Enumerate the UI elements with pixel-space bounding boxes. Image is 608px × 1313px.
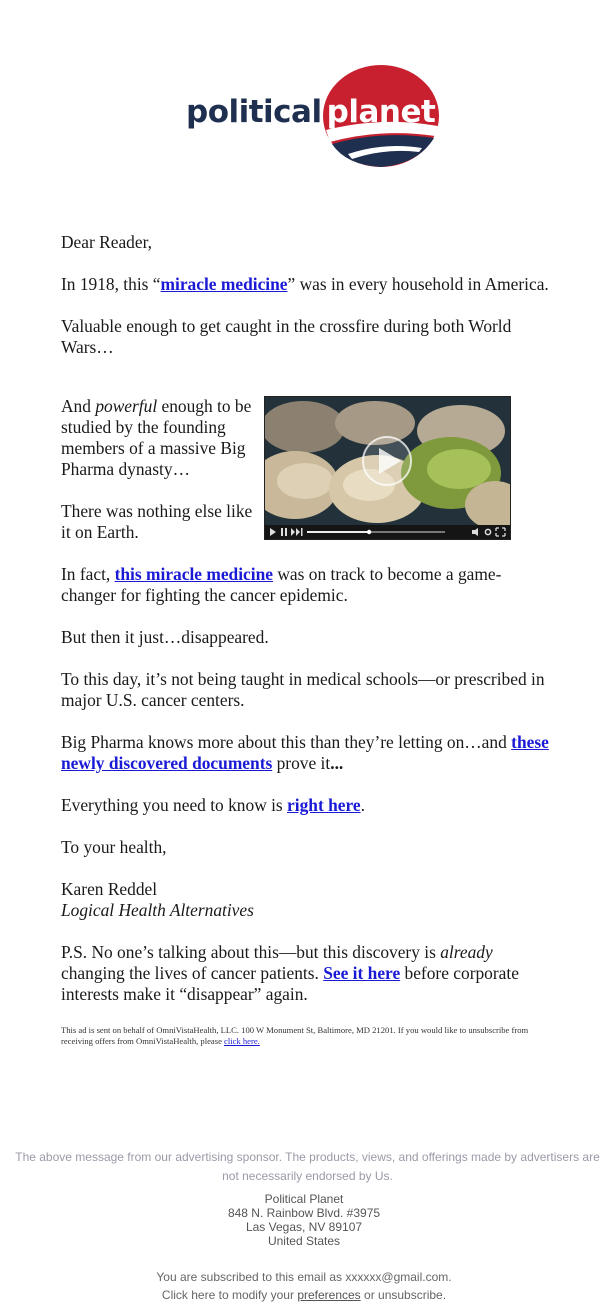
logo-word-planet: planet: [326, 94, 436, 130]
progress-fill: [307, 531, 369, 533]
paragraph-9: Everything you need to know is right here.: [61, 795, 365, 815]
video-controls: [265, 525, 510, 539]
signature: [61, 879, 551, 921]
subscribed-email-text: You are subscribed to this email as xxxxxx@gmail.com.: [156, 1270, 452, 1284]
advertiser-disclaimer: The above message from our advertising sponsor. The products, views, and offerings made by advertisers are not necessarily endorsed by Us.: [15, 1150, 600, 1183]
see-it-here-link[interactable]: See it here: [323, 963, 401, 983]
video-thumbnail[interactable]: [264, 396, 511, 540]
unsubscribe-click-here-link[interactable]: click here.: [224, 1036, 260, 1046]
progress-handle[interactable]: [367, 530, 371, 534]
political-planet-logo: [186, 64, 442, 170]
paragraph-6: But then it just…disappeared.: [61, 627, 269, 647]
mailing-address: [0, 1192, 608, 1248]
control-play-icon[interactable]: [270, 528, 276, 536]
video-controls-icons: [265, 525, 511, 539]
signer-name: Karen Reddel: [61, 879, 158, 899]
settings-icon[interactable]: [485, 529, 490, 534]
greeting: Dear Reader,: [61, 232, 153, 252]
preferences-link[interactable]: preferences: [297, 1288, 361, 1302]
paragraph-5: In fact, this miracle medicine was on track to become a game-changer for fighting the cancer epidemic.: [61, 564, 502, 605]
this-miracle-medicine-link[interactable]: this miracle medicine: [114, 564, 274, 584]
email-footer: [0, 1148, 608, 1304]
control-skip-icon[interactable]: [291, 528, 300, 536]
paragraph-3: And powerful enough to be studied by the founding members of a massive Big Pharma dynasty…: [61, 396, 252, 479]
paragraph-1: In 1918, this “miracle medicine” was in every household in America.: [61, 274, 549, 294]
city-state-zip: Las Vegas, NV 89107: [245, 1220, 363, 1234]
country: United States: [267, 1234, 341, 1248]
volume-icon[interactable]: [472, 528, 478, 536]
video-frame: [265, 397, 511, 527]
paragraph-8: Big Pharma knows more about this than they’re letting on…and these newly discovered documents prove it...: [61, 732, 549, 773]
postscript: P.S. No one’s talking about this—but this discovery is already changing the lives of cancer patients. See it here before corporate interests make it “disappear” again.: [61, 942, 519, 1004]
right-here-link[interactable]: right here: [287, 795, 361, 815]
control-pause-icon[interactable]: [281, 528, 283, 536]
sponsor-legal-notice: This ad is sent on behalf of OmniVistaHealth, LLC. 100 W Monument St, Baltimore, MD 21201. If you would like to unsubscribe from receiving offers from OmniVistaHealth, please click here.: [61, 1025, 529, 1046]
signer-organization: Logical Health Alternatives: [61, 900, 254, 920]
subscription-info: [0, 1268, 608, 1304]
fullscreen-icon[interactable]: [496, 528, 505, 536]
paragraph-2: Valuable enough to get caught in the crossfire during both World Wars…: [61, 316, 512, 357]
company-name: Political Planet: [264, 1192, 344, 1206]
miracle-medicine-link[interactable]: miracle medicine: [160, 274, 288, 294]
signoff: To your health,: [61, 837, 167, 857]
newly-discovered-documents-link[interactable]: these newly discovered documents: [61, 732, 549, 773]
paragraph-7: To this day, it’s not being taught in medical schools—or prescribed in major U.S. cancer centers.: [61, 669, 545, 710]
street-address: 848 N. Rainbow Blvd. #3975: [227, 1206, 381, 1220]
letter-body: [61, 232, 551, 1068]
modify-preferences-line: Click here to modify your preferences or unsubscribe.: [161, 1288, 447, 1302]
logo-word-political: political: [186, 94, 322, 130]
paragraph-4: There was nothing else like it on Earth.: [61, 501, 253, 542]
